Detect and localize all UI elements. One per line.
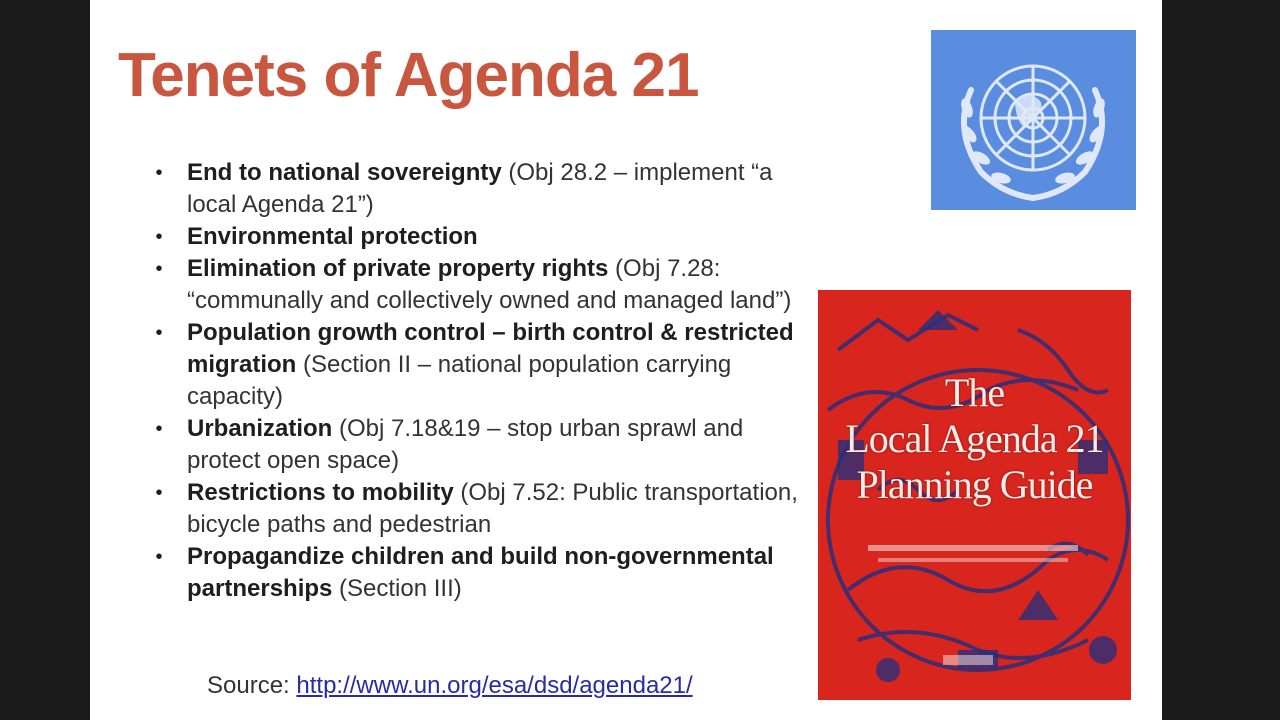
- bullet-icon: •: [155, 418, 163, 440]
- bullet-detail-text: (Obj 7.52: Public transportation, bicycle paths and pedestrian: [187, 479, 798, 538]
- bullet-detail-text: (Section III): [332, 575, 462, 602]
- book-cover-image: [818, 290, 1131, 700]
- bullet-detail-text: (Obj 28.2 – implement “a local Agenda 21”): [187, 159, 773, 218]
- bullet-bold-text: End to national sovereignty: [187, 159, 502, 186]
- book-cover-title: [818, 370, 1131, 508]
- list-item: [152, 477, 802, 541]
- bullet-icon: •: [155, 226, 163, 248]
- list-item: [152, 157, 802, 221]
- list-item: [152, 413, 802, 477]
- bullet-icon: •: [155, 322, 163, 344]
- un-emblem-icon: [931, 30, 1136, 210]
- list-item: [152, 221, 802, 253]
- cover-title-line: Local Agenda 21: [845, 416, 1104, 461]
- source-label: Source:: [207, 672, 290, 699]
- list-item: [152, 317, 802, 413]
- bullet-detail-text: (Obj 7.18&19 – stop urban sprawl and protect open space): [187, 415, 744, 474]
- bullet-list: [152, 157, 802, 605]
- list-item: [152, 541, 802, 605]
- list-item: [152, 253, 802, 317]
- bullet-bold-text: Environmental protection: [187, 223, 478, 250]
- bullet-bold-text: Propagandize children and build non-governmental partnerships: [187, 543, 774, 602]
- un-logo-image: [931, 30, 1136, 210]
- slide: [90, 0, 1162, 720]
- slide-title: Tenets of Agenda 21: [118, 41, 699, 110]
- cover-title-line: The: [944, 370, 1005, 415]
- bullet-icon: •: [155, 546, 163, 568]
- bullet-bold-text: Elimination of private property rights: [187, 255, 609, 282]
- bullet-detail-text: (Section II – national population carrying capacity): [187, 351, 732, 410]
- bullet-bold-text: Urbanization: [187, 415, 333, 442]
- bullet-detail-text: (Obj 7.28: “communally and collectively owned and managed land”): [187, 255, 792, 314]
- bullet-icon: •: [155, 482, 163, 504]
- source-line: [207, 672, 693, 700]
- bullet-bold-text: Population growth control – birth control & restricted migration: [187, 319, 794, 378]
- source-link[interactable]: http://www.un.org/esa/dsd/agenda21/: [296, 672, 693, 699]
- bullet-icon: •: [155, 258, 163, 280]
- cover-title-line: Planning Guide: [856, 462, 1093, 507]
- bullet-bold-text: Restrictions to mobility: [187, 479, 454, 506]
- bullet-icon: •: [155, 162, 163, 184]
